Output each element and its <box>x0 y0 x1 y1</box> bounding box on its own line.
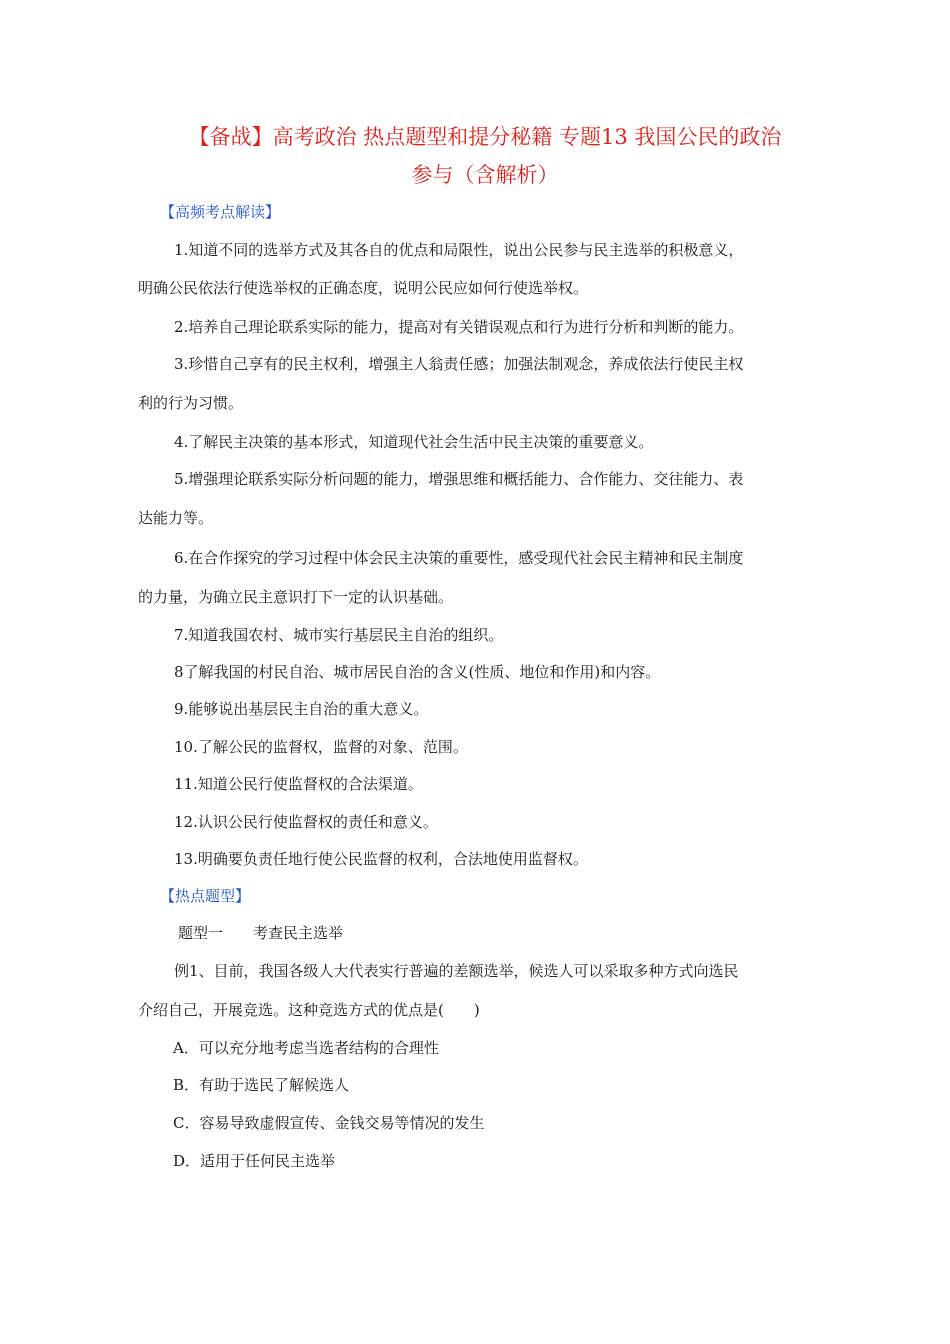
key-point-6: 6.在合作探究的学习过程中体会民主决策的重要性，感受现代社会民主精神和民主制度 <box>174 549 744 567</box>
key-point-9: 9.能够说出基层民主自治的重大意义。 <box>174 700 429 718</box>
hot-types-heading: 【热点题型】 <box>160 887 251 905</box>
key-point-5-cont: 达能力等。 <box>138 509 214 527</box>
example-question: 例1、目前，我国各级人大代表实行普遍的差额选举，候选人可以采取多种方式向选民 <box>174 962 739 980</box>
key-point-3-cont: 利的行为习惯。 <box>138 394 244 412</box>
example-question-cont: 介绍自己，开展竞选。这种竞选方式的优点是( ) <box>138 1001 480 1019</box>
key-point-6-cont: 的力量，为确立民主意识打下一定的认识基础。 <box>138 588 454 606</box>
title-line-2: 参与（含解析） <box>411 163 559 187</box>
key-point-13: 13.明确要负责任地行使公民监督的权利，合法地使用监督权。 <box>174 850 588 868</box>
key-point-2: 2.培养自己理论联系实际的能力，提高对有关错误观点和行为进行分析和判断的能力。 <box>174 318 744 336</box>
document-title <box>140 118 830 194</box>
key-point-10: 10.了解公民的监督权，监督的对象、范围。 <box>174 738 468 756</box>
option-a: A．可以充分地考虑当选者结构的合理性 <box>173 1039 439 1057</box>
key-point-1: 1.知道不同的选举方式及其各自的优点和局限性，说出公民参与民主选举的积极意义， <box>174 241 744 259</box>
key-point-4: 4.了解民主决策的基本形式，知道现代社会生活中民主决策的重要意义。 <box>174 433 654 451</box>
key-point-5: 5.增强理论联系实际分析问题的能力，增强思维和概括能力、合作能力、交往能力、表 <box>174 470 744 488</box>
key-points-heading: 【高频考点解读】 <box>160 203 281 221</box>
key-point-7: 7.知道我国农村、城市实行基层民主自治的组织。 <box>174 626 504 644</box>
option-d: D．适用于任何民主选举 <box>173 1152 336 1170</box>
key-point-3: 3.珍惜自己享有的民主权利，增强主人翁责任感；加强法制观念，养成依法行使民主权 <box>174 355 744 373</box>
option-c: C．容易导致虚假宣传、金钱交易等情况的发生 <box>173 1114 485 1132</box>
title-line-1: 【备战】高考政治 热点题型和提分秘籍 专题13 我国公民的政治 <box>188 125 782 149</box>
option-b: B．有助于选民了解候选人 <box>173 1076 350 1094</box>
key-point-12: 12.认识公民行使监督权的责任和意义。 <box>174 813 438 831</box>
key-point-11: 11.知道公民行使监督权的合法渠道。 <box>174 775 423 793</box>
key-point-8: 8了解我国的村民自治、城市居民自治的含义(性质、地位和作用)和内容。 <box>174 663 661 681</box>
question-type-label: 题型一 考查民主选举 <box>178 924 344 942</box>
key-point-1-cont: 明确公民依法行使选举权的正确态度，说明公民应如何行使选举权。 <box>138 279 589 297</box>
